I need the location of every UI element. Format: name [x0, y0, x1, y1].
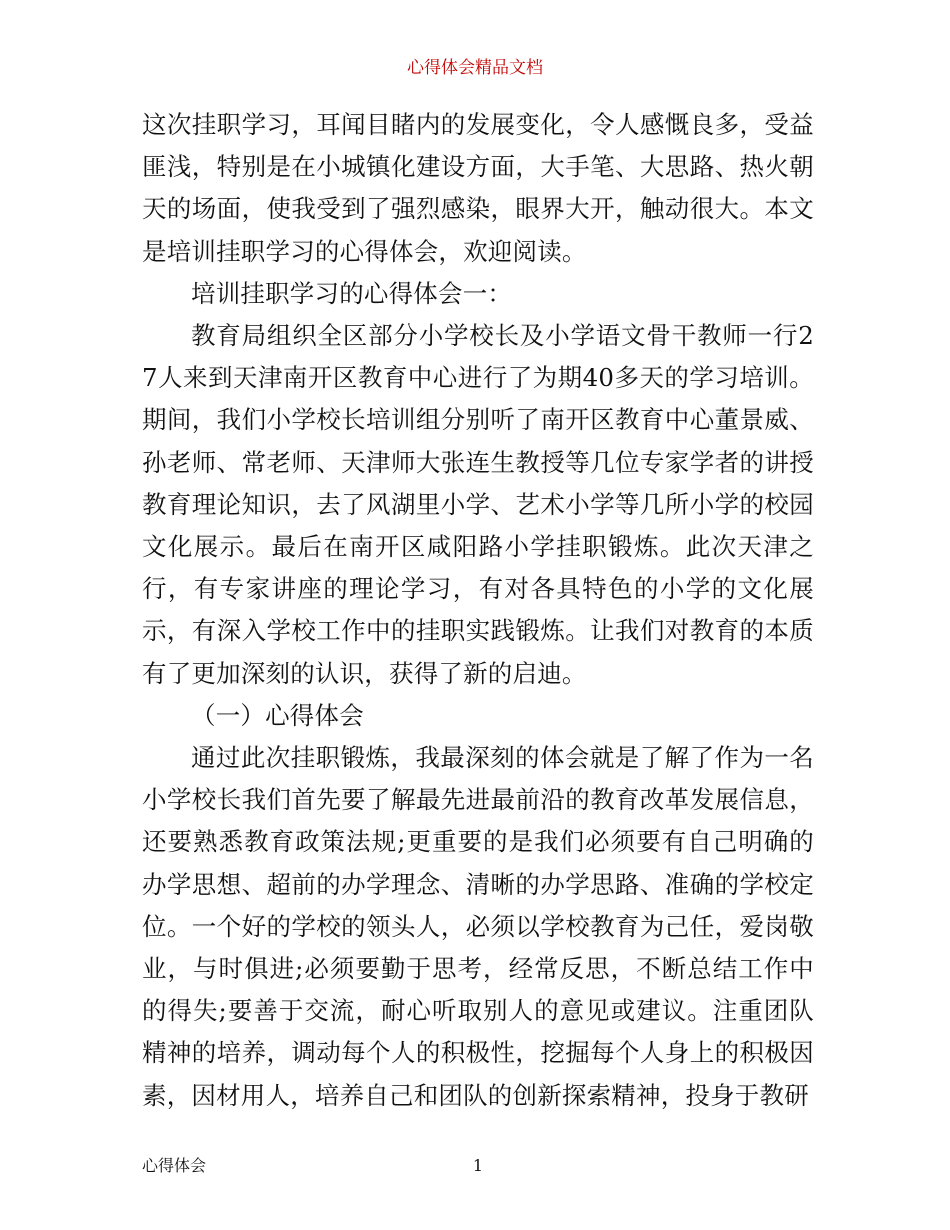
section-heading: 培训挂职学习的心得体会一： [191, 278, 513, 308]
document-body [142, 104, 814, 1117]
intro-paragraph: 这次挂职学习，耳闻目睹内的发展变化，令人感慨良多，受益匪浅，特别是在小城镇化建设方面，大手笔、大思路、热火朝天的场面，使我受到了强烈感染，眼界大开，触动很大。本文是培训挂职学习的心得体会，欢迎阅读。 [142, 110, 814, 266]
footer-label: 心得体会 [142, 1156, 207, 1175]
body-paragraph: 教育局组织全区部分小学校长及小学语文骨干教师一行27人来到天津南开区教育中心进行了为期40多天的学习培训。期间，我们小学校长培训组分别听了南开区教育中心董景威、孙老师、常老师、天津师大张连生教授等几位专家学者的讲授教育理论知识，去了风湖里小学、艺术小学等几所小学的校园文化展示。最后在南开区咸阳路小学挂职锻炼。此次天津之行，有专家讲座的理论学习，有对各具特色的小学的文化展示，有深入学校工作中的挂职实践锻炼。让我们对教育的本质有了更加深刻的认识，获得了新的启迪。 [142, 321, 814, 688]
page-footer [142, 1156, 814, 1178]
page-header-title: 心得体会精品文档 [407, 58, 543, 78]
page-number: 1 [472, 1156, 484, 1175]
subsection-heading: （一）心得体会 [191, 700, 364, 730]
body-paragraph: 通过此次挂职锻炼，我最深刻的体会就是了解了作为一名小学校长我们首先要了解最先进最前沿的教育改革发展信息，还要熟悉教育政策法规;更重要的是我们必须要有自己明确的办学思想、超前的办学理念、清晰的办学思路、准确的学校定位。一个好的学校的领头人，必须以学校教育为己任，爱岗敬业，与时俱进;必须要勤于思考，经常反思，不断总结工作中的得失;要善于交流，耐心听取别人的意见或建议。注重团队精神的培养，调动每个人的积极性，挖掘每个人身上的积极因素，因材用人，培养自己和团队的创新探索精神，投身于教研 [142, 743, 814, 1110]
